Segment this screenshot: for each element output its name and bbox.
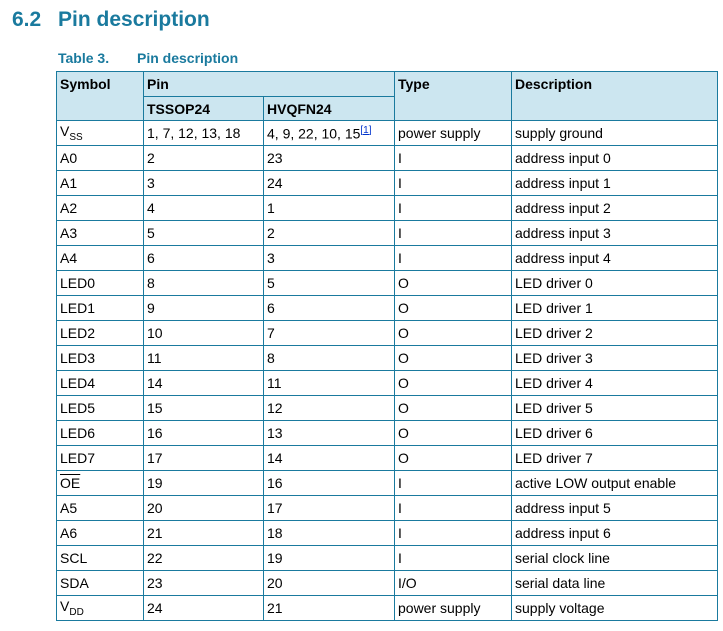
- hvqfn-text: 18: [267, 525, 283, 541]
- section-heading: [12, 8, 210, 32]
- cell-symbol: [57, 196, 144, 221]
- hvqfn-text: 8: [267, 350, 275, 366]
- hvqfn-text: 20: [267, 575, 283, 591]
- cell-symbol: [57, 371, 144, 396]
- table-row: [57, 496, 718, 521]
- section-number: 6.2: [12, 8, 42, 31]
- hvqfn-text: 11: [267, 375, 282, 391]
- symbol-text: A3: [60, 225, 78, 241]
- table-label: Table 3.: [58, 50, 110, 66]
- table-row: [57, 596, 718, 621]
- cell-type: O: [395, 371, 512, 396]
- table-row: [57, 321, 718, 346]
- cell-description: supply voltage: [512, 596, 718, 621]
- cell-symbol: [57, 246, 144, 271]
- header-type: Type: [395, 72, 512, 121]
- symbol-text: LED3: [60, 350, 96, 366]
- cell-description: LED driver 2: [512, 321, 718, 346]
- cell-type: I: [395, 221, 512, 246]
- cell-hvqfn24: [264, 196, 395, 221]
- cell-symbol: [57, 221, 144, 246]
- hvqfn-text: 1: [267, 200, 275, 216]
- symbol-text: A6: [60, 525, 78, 541]
- hvqfn-text: 17: [267, 500, 283, 516]
- hvqfn-text: 21: [267, 600, 283, 616]
- cell-description: LED driver 5: [512, 396, 718, 421]
- cell-hvqfn24: [264, 396, 395, 421]
- cell-type: O: [395, 421, 512, 446]
- cell-hvqfn24: [264, 121, 395, 146]
- symbol-text: LED1: [60, 300, 96, 316]
- cell-description: serial data line: [512, 571, 718, 596]
- cell-symbol: [57, 396, 144, 421]
- cell-description: address input 0: [512, 146, 718, 171]
- hvqfn-text: 12: [267, 400, 283, 416]
- symbol-text: A1: [60, 175, 78, 191]
- hvqfn-text: 5: [267, 275, 275, 291]
- cell-type: O: [395, 271, 512, 296]
- header-hvqfn24: HVQFN24: [264, 97, 395, 121]
- cell-tssop24: 9: [144, 296, 264, 321]
- header-symbol: Symbol: [57, 72, 144, 121]
- cell-type: O: [395, 321, 512, 346]
- cell-symbol: [57, 146, 144, 171]
- cell-tssop24: 5: [144, 221, 264, 246]
- cell-type: I/O: [395, 571, 512, 596]
- table-body: [57, 121, 718, 621]
- cell-tssop24: 14: [144, 371, 264, 396]
- symbol-text: A4: [60, 250, 78, 266]
- hvqfn-text: 16: [267, 475, 283, 491]
- symbol-subscript: SS: [69, 131, 83, 143]
- cell-description: LED driver 7: [512, 446, 718, 471]
- table-row: [57, 421, 718, 446]
- hvqfn-text: 24: [267, 175, 283, 191]
- cell-tssop24: 6: [144, 246, 264, 271]
- table-header: [57, 72, 718, 121]
- symbol-text: A5: [60, 500, 78, 516]
- cell-hvqfn24: [264, 171, 395, 196]
- cell-type: O: [395, 296, 512, 321]
- cell-symbol: [57, 446, 144, 471]
- cell-symbol: [57, 321, 144, 346]
- table-row: [57, 471, 718, 496]
- cell-type: I: [395, 246, 512, 271]
- cell-tssop24: 3: [144, 171, 264, 196]
- table-row: [57, 121, 718, 146]
- cell-type: I: [395, 496, 512, 521]
- hvqfn-text: 23: [267, 150, 283, 166]
- cell-hvqfn24: [264, 271, 395, 296]
- cell-type: I: [395, 196, 512, 221]
- cell-hvqfn24: [264, 546, 395, 571]
- cell-description: LED driver 0: [512, 271, 718, 296]
- cell-symbol: [57, 471, 144, 496]
- cell-hvqfn24: [264, 296, 395, 321]
- cell-tssop24: 23: [144, 571, 264, 596]
- cell-description: serial clock line: [512, 546, 718, 571]
- cell-hvqfn24: [264, 496, 395, 521]
- cell-type: power supply: [395, 596, 512, 621]
- cell-description: address input 3: [512, 221, 718, 246]
- section-title: Pin description: [58, 8, 210, 31]
- header-pin: Pin: [144, 72, 395, 97]
- hvqfn-text: 13: [267, 425, 283, 441]
- cell-hvqfn24: [264, 421, 395, 446]
- cell-description: active LOW output enable: [512, 471, 718, 496]
- table-row: [57, 146, 718, 171]
- symbol-subscript: DD: [69, 606, 84, 618]
- cell-tssop24: 10: [144, 321, 264, 346]
- cell-type: O: [395, 396, 512, 421]
- cell-tssop24: 20: [144, 496, 264, 521]
- cell-symbol: [57, 521, 144, 546]
- cell-symbol: [57, 596, 144, 621]
- symbol-text: A0: [60, 150, 78, 166]
- cell-hvqfn24: [264, 346, 395, 371]
- cell-tssop24: 24: [144, 596, 264, 621]
- cell-symbol: [57, 271, 144, 296]
- table-caption: [58, 50, 238, 66]
- table-row: [57, 346, 718, 371]
- symbol-text: LED2: [60, 325, 96, 341]
- table-row: [57, 196, 718, 221]
- symbol-text: SDA: [60, 575, 89, 591]
- table-row: [57, 246, 718, 271]
- hvqfn-text: 6: [267, 300, 275, 316]
- cell-tssop24: 16: [144, 421, 264, 446]
- cell-hvqfn24: [264, 371, 395, 396]
- cell-hvqfn24: [264, 221, 395, 246]
- table-title: Pin description: [137, 50, 239, 66]
- cell-tssop24: 8: [144, 271, 264, 296]
- cell-hvqfn24: [264, 571, 395, 596]
- table-row: [57, 171, 718, 196]
- symbol-text: SCL: [60, 550, 88, 566]
- cell-type: I: [395, 146, 512, 171]
- cell-description: LED driver 4: [512, 371, 718, 396]
- cell-tssop24: 11: [144, 346, 264, 371]
- hvqfn-text: 7: [267, 325, 275, 341]
- symbol-text: LED6: [60, 425, 96, 441]
- cell-hvqfn24: [264, 446, 395, 471]
- cell-type: I: [395, 471, 512, 496]
- table-row: [57, 521, 718, 546]
- cell-type: I: [395, 521, 512, 546]
- symbol-text: LED0: [60, 275, 96, 291]
- cell-hvqfn24: [264, 246, 395, 271]
- cell-tssop24: 1, 7, 12, 13, 18: [144, 121, 264, 146]
- table-row: [57, 546, 718, 571]
- cell-description: address input 4: [512, 246, 718, 271]
- cell-description: address input 5: [512, 496, 718, 521]
- cell-hvqfn24: [264, 471, 395, 496]
- cell-type: power supply: [395, 121, 512, 146]
- cell-description: LED driver 1: [512, 296, 718, 321]
- cell-symbol: [57, 296, 144, 321]
- cell-type: O: [395, 446, 512, 471]
- footnote-link[interactable]: [1]: [360, 124, 372, 136]
- cell-symbol: [57, 171, 144, 196]
- header-description: Description: [512, 72, 718, 121]
- cell-type: I: [395, 546, 512, 571]
- symbol-text: $\overline{OE}$: [60, 475, 81, 491]
- cell-description: LED driver 3: [512, 346, 718, 371]
- table-row: [57, 221, 718, 246]
- symbol-text: A2: [60, 200, 78, 216]
- symbol-text: V: [60, 598, 70, 615]
- cell-description: supply ground: [512, 121, 718, 146]
- hvqfn-text: 3: [267, 250, 275, 266]
- table-row: [57, 371, 718, 396]
- symbol-text: LED4: [60, 375, 96, 391]
- table-row: [57, 271, 718, 296]
- cell-description: LED driver 6: [512, 421, 718, 446]
- cell-description: address input 1: [512, 171, 718, 196]
- cell-symbol: [57, 571, 144, 596]
- cell-tssop24: 22: [144, 546, 264, 571]
- cell-type: I: [395, 171, 512, 196]
- cell-hvqfn24: [264, 521, 395, 546]
- cell-tssop24: 4: [144, 196, 264, 221]
- pin-description-table: [56, 71, 718, 621]
- cell-type: O: [395, 346, 512, 371]
- table-row: [57, 446, 718, 471]
- cell-symbol: [57, 121, 144, 146]
- cell-hvqfn24: [264, 146, 395, 171]
- table-row: [57, 296, 718, 321]
- cell-hvqfn24: [264, 321, 395, 346]
- cell-tssop24: 15: [144, 396, 264, 421]
- cell-symbol: [57, 346, 144, 371]
- hvqfn-text: 2: [267, 225, 275, 241]
- cell-description: address input 2: [512, 196, 718, 221]
- cell-description: address input 6: [512, 521, 718, 546]
- symbol-text: V: [60, 123, 70, 140]
- cell-tssop24: 19: [144, 471, 264, 496]
- cell-symbol: [57, 421, 144, 446]
- cell-symbol: [57, 496, 144, 521]
- table-row: [57, 571, 718, 596]
- symbol-text: LED7: [60, 450, 96, 466]
- hvqfn-text: 19: [267, 550, 283, 566]
- cell-tssop24: 17: [144, 446, 264, 471]
- table-row: [57, 396, 718, 421]
- cell-tssop24: 21: [144, 521, 264, 546]
- cell-hvqfn24: [264, 596, 395, 621]
- hvqfn-text: 14: [267, 450, 283, 466]
- symbol-text: LED5: [60, 400, 96, 416]
- cell-tssop24: 2: [144, 146, 264, 171]
- cell-symbol: [57, 546, 144, 571]
- header-tssop24: TSSOP24: [144, 97, 264, 121]
- hvqfn-text: 4, 9, 22, 10, 15: [267, 125, 361, 142]
